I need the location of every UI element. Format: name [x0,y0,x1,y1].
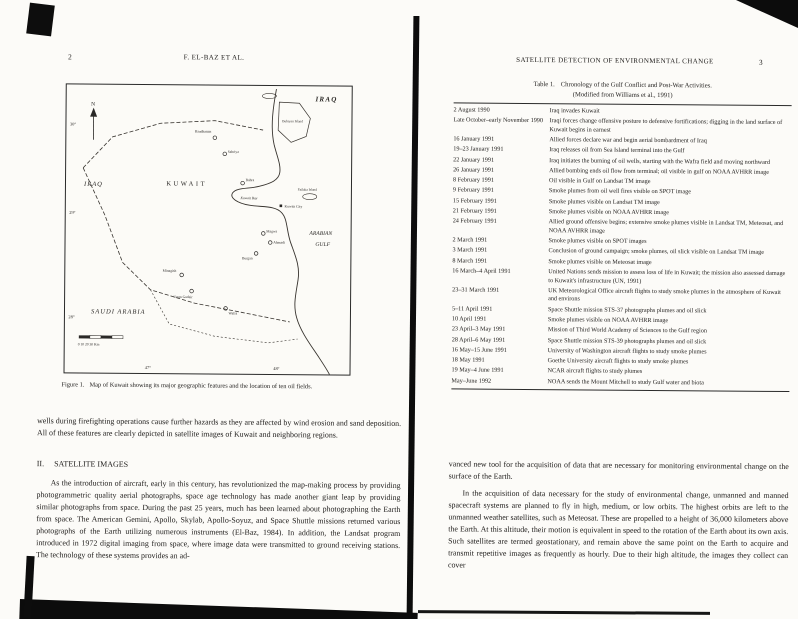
chronology-date: 2 March 1991 [452,236,488,244]
chronology-date: 22 January 1991 [453,155,495,164]
chronology-event: Smoke plumes visible on NOAA AVHRR image [548,208,670,216]
map-label-kuwait-city: Kuwait City [284,204,303,209]
chronology-event: Conclusion of ground campaign; smoke plumes, oil slick visible on Landsat TM image [548,247,765,257]
map-label-burgan: Burgan [242,256,253,261]
table-title-text: Chronology of the Gulf Conflict and Post-War Activities. [560,81,712,90]
right-page-number: 3 [758,57,763,67]
map-label-sabriya: Sabriya [227,149,239,154]
chronology-date: 23–31 March 1991 [452,286,500,294]
north-arrow [90,102,97,140]
chronology-date: 5–11 April 1991 [451,305,493,313]
chronology-date: Late October–early November 1990 [453,116,544,125]
chronology-date: 8 February 1991 [452,176,494,184]
chronology-event: Oil visible in Gulf on Landsat TM image [548,177,651,186]
chronology-date: 8 March 1991 [452,257,488,265]
chronology-event: Smoke plumes visible on Meteosat image [548,257,652,266]
map-label-lon48: 48° [273,365,280,372]
figure-caption [61,381,351,392]
chronology-event: Goethe University aircraft flights to study smoke plumes [547,357,689,366]
chronology-event: Iraq invades Kuwait [549,106,600,115]
chronology-event: Iraqi forces change offensive posture to defensive fortifications; digging in the land surface of Kuwait begins in earnest [549,117,783,134]
chronology-event: Smoke plumes visible on Landsat TM image [548,197,660,206]
chronology-date: 26 January 1991 [453,166,495,174]
map-label-minagish: Minagish [162,268,177,273]
left-running-header: F. EL-BAZ ET AL. [183,53,245,62]
iraq-kuwait-border [83,120,263,170]
section-title: SATELLITE IMAGES [54,459,129,469]
chronology-event: Space Shuttle mission STS-39 photographs plumes and oil slick [547,336,707,345]
chronology-table [451,102,791,392]
chronology-date: 9 February 1991 [452,186,494,195]
chronology-date: 10 April 1991 [451,315,487,323]
map-label-lat30: 30° [69,121,77,127]
chronology-event: NOAA sends the Mount Mitchell to study Gulf water and biota [547,377,704,386]
chronology-event: Space Shuttle mission STS-37 photographs plumes and oil slick [547,305,707,315]
chronology-event: UK Meteorological Office aircraft flights to study smoke plumes in the atmosphere of Kuwait and environs [548,286,781,303]
scan-artifact-top-left [26,3,55,37]
section-heading-satellite-images [37,459,128,469]
map-label-iraq-north: IRAQ [315,95,338,104]
map-label-bubiyan: Bubiyan Island [282,119,303,124]
chronology-date: 23 April–3 May 1991 [451,325,506,334]
map-label-saudi-arabia: SAUDI ARABIA [91,308,146,316]
map-label-bahra: Bahra [245,178,255,183]
map-label-magwa: Magwa [266,229,278,234]
chronology-event: Allied forces declare war and begin aerial bombardment of Iraq [549,136,707,145]
chronology-date: 16 May–15 June 1991 [451,346,507,354]
chronology-event: Iraq initiates the burning of oil wells, starting with the Wafra field and moving northward [549,156,771,166]
failaka-island-outline [303,194,317,200]
map-label-gulf: GULF [315,241,331,249]
chronology-event: University of Washington aircraft flights to study smoke plumes [547,346,707,356]
map-label-ahmadi: Ahmadi [273,240,285,245]
map-label-iraq-west: IRAQ [84,180,103,189]
table-subtitle: (Modified from Williams et al., 1991) [572,91,673,100]
chronology-date: May–June 1992 [451,377,492,385]
chronology-date: 21 February 1991 [452,207,497,215]
chronology-date: 24 February 1991 [452,217,497,225]
right-paragraph-2: In the acquisition of data necessary for the study of environmental change, unmanned and manned spacecraft systems are planned to fly in high, medium, or low orbits. The highest orbits are left to the unmanned weather satellites, such as Meteosat. These are propelled to a height of 36,000 kilometers above the Earth. At this altitude, their motion is equivalent in speed to the rotation of the Earth about its own axis. Such satellites are termed geostationary, and remain above the same point on the Earth to acquire and transmit repetitive images as frequently as hourly. Due to their high altitude, the images they collect can cover [447,488,789,570]
chronology-date: 16 March–4 April 1991 [452,267,511,275]
chronology-event: NCAR aircraft flights to study plumes [547,367,643,376]
chronology-event: Smoke plumes visible on SPOT images [548,237,647,245]
chronology-event: Iraq releases oil from Sea Island terminal into the Gulf [549,146,685,155]
map-label-raudhatain: Raudhatain [194,129,212,134]
kuwait-map [64,84,351,374]
figure-caption-text: Map of Kuwait showing its major geographic features and the location of ten oil fields. [89,381,313,391]
oil-field-markers [180,136,283,311]
chronology-date: 19 May–4 June 1991 [451,366,504,375]
chronology-event: Mission of Third World Academy of Sciences to the Gulf region [547,326,707,335]
chronology-date: 3 March 1991 [452,246,488,255]
chronology-date: 28 April–6 May 1991 [451,335,506,344]
chronology-event: Smoke plumes from oil well fires visible on SPOT image [548,187,691,196]
map-label-arabian: ARABIAN [309,230,333,237]
right-paragraph-1: vanced new tool for the acquisition of data that are necessary for monitoring environmental change on the surface of the Earth. [448,459,789,481]
left-page-number: 2 [67,52,72,62]
chronology-date: 2 August 1990 [453,106,490,114]
chronology-event: Allied ground offensive begins; extensive smoke plumes visible in Landsat TM, Meteosat, and NOAA AVHRR image [548,218,784,235]
map-label-umm-gudair: Umm Gudair [173,294,193,300]
chronology-event: Allied bombing ends oil flow from terminal; oil visible in gulf on NOAA AVHRR image [549,166,769,176]
chronology-date: 16 January 1991 [453,135,495,143]
scale-label: 0 10 20 30 Km [77,342,100,347]
left-paragraph-1: wells during firefighting operations cause further hazards as they are affected by wind erosion and sand deposition. All of these features are clearly depicted in satellite images of Kuwait and neighboring regions. [36,416,402,440]
map-label-kuwait: KUWAIT [166,180,208,188]
map-label-failaka: Failaka Island [297,187,317,192]
chronology-event: United Nations sends mission to assess loss of life in Kuwait; the mission also assessed damage to Kuwait's infrastructure (UN, 1991) [548,268,786,285]
table-label: Table 1. [533,81,555,89]
map-label-lat28: 28° [68,314,75,320]
map-label-lat29: 29° [69,209,76,215]
map-label-lon47: 47° [144,364,152,371]
chronology-date: 18 May 1991 [451,356,485,364]
chronology-event: Smoke plumes visible on NOAA AVHRR image [547,316,669,325]
left-paragraph-2: As the introduction of aircraft, early in this century, has revolutionized the map-making process by providing photogrammetric quality aerial photographs, space age technology has made another giant leap by providing similar photographs from space. During the past 25 years, much has been learned about photographing the Earth from space. The American Gemini, Apollo, Skylab, Apollo-Soyuz, and Space Shuttle missions returned various photographs of the Earth utilizing numerous instruments (El-Baz, 1984). In addition, the Landsat program introduced in 1972 digital imaging from space, where image data were transmitted to ground receiving stations. The technology of these systems provides an ad- [36,478,401,561]
chronology-row [451,376,789,389]
north-label: N [91,101,96,108]
figure-map-of-kuwait [63,83,352,375]
chronology-rows [451,105,791,389]
map-label-wafra: Wafra [228,311,238,316]
chronology-date: 19–23 January 1991 [453,145,504,154]
table-title [452,80,794,90]
right-running-header: SATELLITE DETECTION OF ENVIRONMENTAL CHANGE [516,55,714,66]
warba-island-outline [262,93,276,98]
figure-caption-label: Figure 1. [61,381,85,389]
map-label-kuwait-bay: Kuwait Bay [240,196,258,201]
section-number: II. [36,459,45,469]
scale-bar [78,335,123,346]
chronology-date: 15 February 1991 [452,197,497,205]
neutral-zone-border [150,290,298,343]
